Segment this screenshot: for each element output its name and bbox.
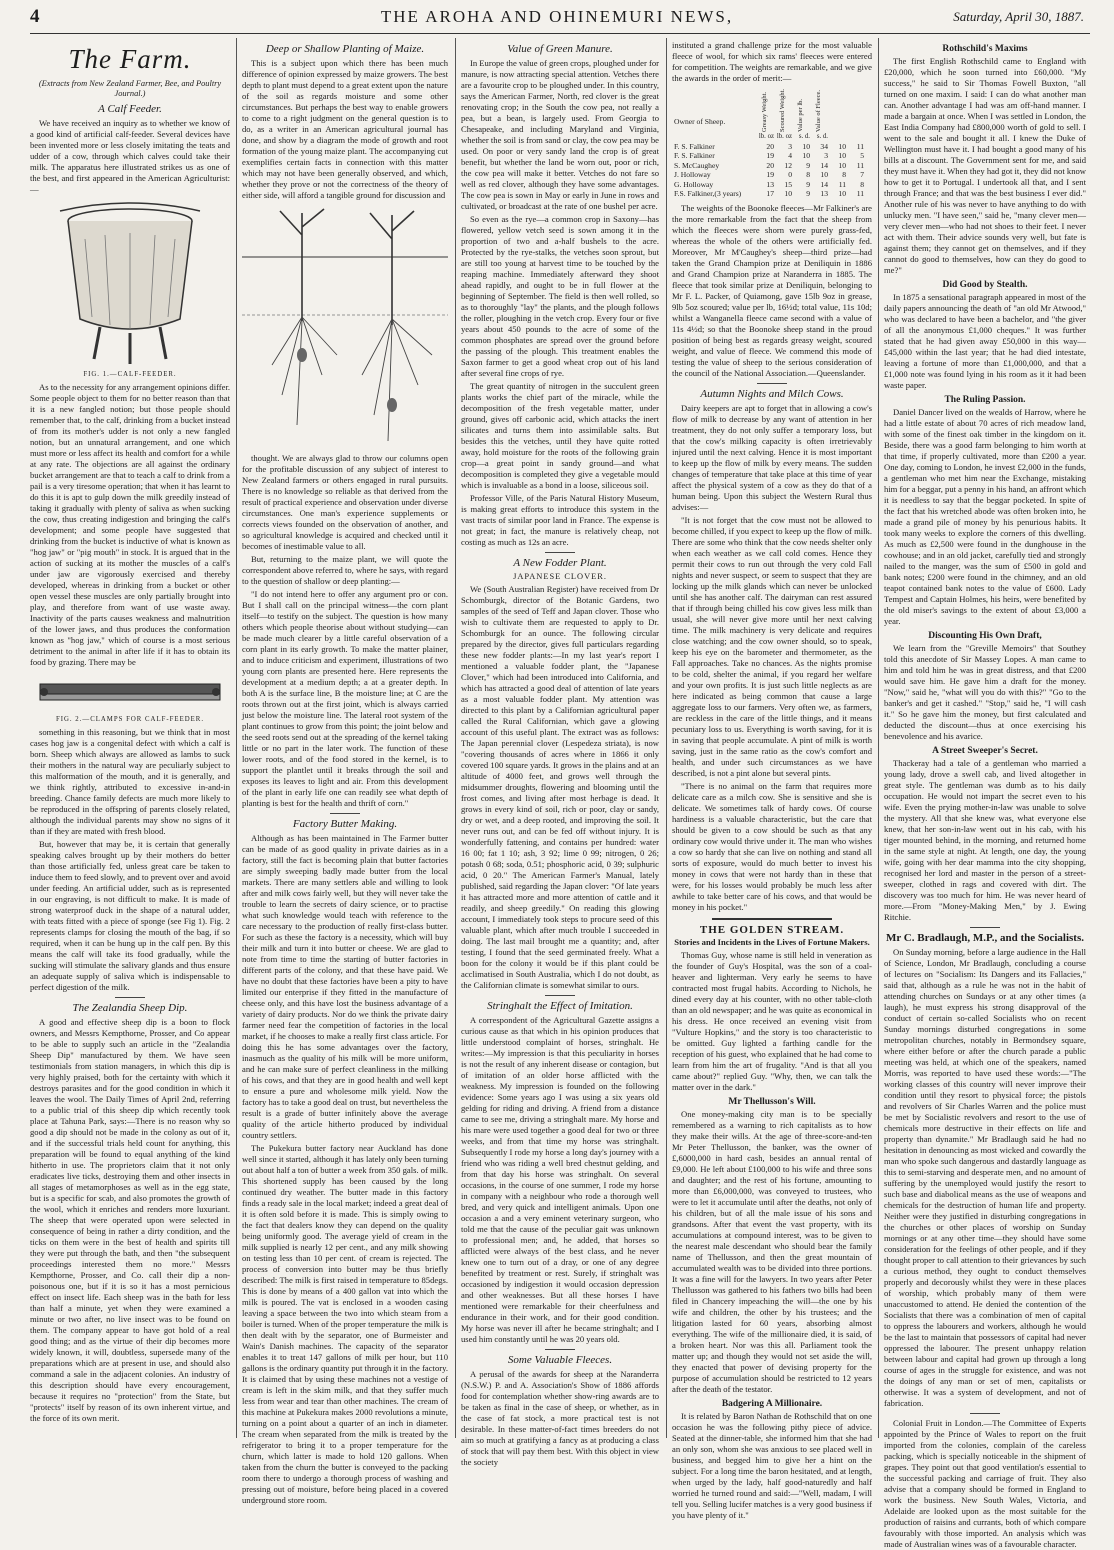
article-title-autumn-nights: Autumn Nights and Milch Cows. xyxy=(700,387,844,400)
table-cell: 0 xyxy=(788,170,792,179)
article-paragraph: We learn from the "Greville Memoirs" that Southey told this anecdote of Sir Massey Lopes. A man came to him and told him he was in great distress, and that £200 would save him. He gave him a draft for the money. "Now," said he, "what will you do with this?" "Go to the banker's and get it cashed." "Stop," said he, "I will cash it." So he gave him the money, but first calculated and deducted the discount—thus at once exercising his benevolence and his avarice. xyxy=(884,643,1086,741)
table-cell: 12 xyxy=(784,160,792,170)
table-cell: 8 xyxy=(860,179,864,189)
article-paragraph: But, returning to the maize plant, we will quote the correspondent above referred to, where he says, with regard to the question of shallow or deep planting:— xyxy=(242,554,448,586)
table-cell-owner: S. McCaughey xyxy=(674,160,720,170)
table-cell: 4 xyxy=(788,151,792,160)
maize-plants-drawing xyxy=(242,205,448,449)
table-cell: 10 xyxy=(838,160,846,170)
sub-heading-rothschild: Rothschild's Maxims xyxy=(942,44,1028,54)
divider xyxy=(115,997,145,998)
article-paragraph: Although as has been maintained in The Farmer butter can be made of as good quality in private dairies as in a factory, still the fact is becoming plain that butter factories are simply sweeping badly made butter from the local markets. There are many settlers able and willing to look after and milk cows fairly well, but they will never take the trouble to learn the secrets of dairy science, or to practise what such knowledge would teach with reference to the care necessary to the production of really first-class butter. For such as these the factory is a necessity, which will buy their milk and turn it into butter or cheese. We are glad to note from time to time the starting of butter factories in different parts of the colony, and that these have paid. We have no doubt that these factories have been a pity to have limited our enterprise if they fitted in the manufacture of cheese only, and this have lost the business advantage of a variety of dairy products. Nor do we think the private dairy farmer need fear the competition of factories in the local market, if he chooses to make a really first class article. For doing this he has some advantages over the factory, inasmuch as the quality of his milk will be more uniform, and he can make sure of perfect cleanliness in the milking of his cows, and that they are in good health and well kept to ensure a pure and wholesome milk yield. Now the factory has to take a good deal on trust, but nevertheless the result is a grade of butter infinitely above the average quality of the article hitherto produced by individual country settlers. xyxy=(242,833,448,1140)
table-cell: 13 xyxy=(766,179,774,189)
table-cell-owner: F. S. Falkiner xyxy=(674,141,715,151)
column-rule xyxy=(236,38,237,1438)
table-cell: 5 xyxy=(860,151,864,160)
divider xyxy=(757,383,787,384)
table-cell-owner: G. Holloway xyxy=(674,179,714,189)
article-paragraph: Thackeray had a tale of a gentleman who married a young lady, drove a swell cab, and lived altogether in great style. The gentleman was dumb as to his daily occupation. He would not impart the secret even to his wife. Even the prying mother-in-law was unable to solve the mystery. All that she knew was, what everyone else knew, that her son-in-law went out in his cab, with his tiger mounted behind, in the morning, and returned home in the same style at night. At length, one day, the young wife, going with her dear mamma into the city shopping, recognised her lord and master in the person of a street-sweeper, clothed in rags and covered with dirt. The discovery was too much for him. He was never heard of more.—From "Money-Making Men," by J. Ewing Ritchie. xyxy=(884,758,1086,922)
article-subtitle: JAPANESE CLOVER. xyxy=(513,572,607,581)
table-cell-owner: J. Holloway xyxy=(674,170,711,179)
article-paragraph: A good and effective sheep dip is a boon to flock owners, and Messrs Kempthorne, Prosser, and Co appear to be able to supply such an article in the "Zealandia Sheep Dip" manufactured by them. We have seen testimonials from station managers, in which this dip is very highly praised, both for the certainty with which it destroys parasites and for the good condition in which it leaves the wool. The Daily Times of April 2nd, referring to a public trial of this sheep dip which recently took place at Tahuna Park, says:—There is no reason why so good a dip should not be made in the colony as out of it, and if the successful trials held count for anything, this preparation will be found to equal anything of the kind hitherto in use. The proprietors claim that it not only eradicates live ticks, destroying them and other insects in all stages of metamorphoses as well as in the egg state, but is a specific for scab, and also promotes the growth of the wool, which it enriches and renders more luxuriant. The sheep that were operated upon were selected in consequence of being in rather a dirty condition, and the ticks on them were in the best of health and spirits till they were put through the bath, and then "the subsequent proceedings interested them no more." Messrs Kempthorne, Prosser, and Co. call their dip a non-poisonous one, but if it is so it has a most pernicious effect on insect life. Each sheep was in the bath for less than half a minute, yet when they were examined a minute or two after, no live insect was to be found on them. The company appear to have got hold of a real good thing; and as the virtue of their dip becomes more widely known, it will, doubtless, supersede many of the preparations which are at present in use, and should also command a sale in the adjacent colonies. An industry of this description should have every encouragement, because it requires no "protection" from the State, but "protects" itself by reason of its own inherent virtue, and the force of its own merit. xyxy=(30,1017,230,1423)
table-cell: 15 xyxy=(784,179,792,189)
maize-illustration xyxy=(242,205,448,449)
table-header-cell: Scoured Weight. xyxy=(779,88,786,132)
calf-feeder-illustration xyxy=(30,199,230,367)
article-title-zealandia: The Zealandia Sheep Dip. xyxy=(72,1002,188,1014)
figure-caption-2: FIG. 2.—CLAMPS FOR CALF-FEEDER. xyxy=(55,716,205,723)
article-title-factory-butter: Factory Butter Making. xyxy=(292,818,398,830)
column-4 xyxy=(672,40,872,1520)
article-paragraph: Professor Ville, of the Paris Natural History Museum, is making great efforts to introduce this system in the vast tracts of similar poor land in France. The expense is not great; in fact, the manure is relatively cheap, not costing as much as 12s an acre. xyxy=(461,493,659,547)
divider xyxy=(970,1413,1000,1414)
masthead-rule xyxy=(30,33,1090,34)
table-cell: 10 xyxy=(784,189,792,198)
column-2 xyxy=(242,40,448,1505)
fleece-awards-table xyxy=(674,88,870,199)
article-paragraph: "There is no animal on the farm that requires more delicate care as a milch cow. She is sensitive and she is delicate. We sometimes talk of hardy cows. Of course hardiness is a valuable characteristic, but the care that should be given to a cow should be such as that any ordinary cow would thrive under it. The man who wishes a cow so hardy that she can live on nothing and stand all sorts of exposure, would do much better to invest his money in cows that were not hardy than in these that were, for his losses would probably be much less after awhile to take better care of his cows, and that would be money in his pocket." xyxy=(672,780,872,912)
article-paragraph: As to the necessity for any arrangement opinions differ. Some people object to them for no better reason than that it is a new fangled notion; but those people should remember that, to the calf, drinking from a bucket instead of from its mother's udder is not only a new fangled notion, but an unnatural arrangement, and one which must more or less affect its health and comfort for a while at any rate. The objections are all against the ordinary bucket arrangement are that to teach a calf to drink from a pail is a very tiresome operation; that when it has learnt to do this it is apt to gulp down the milk greedily instead of taking it gradually with plenty of saliva as when sucking the cow, thus creating indigestion and bringing the calf's development; and some people have suggested that drinking from the bucket is inductive of what is known as "hog jaw" or "pig mouth" in stock. It is argued that in the action of sucking at its mother the muscles of a calf's under jaw are vigorously exercised and thereby developed, whereas in drinking from a bucket or other open vessel these muscles are only partially brought into play, and therefore from want of use waste away. Inactivity of the parts causes weakness and malnutrition of the lower jaws, and thus produces the conformation known as "hog jaw," which of course is a most serious detriment to the animal in after life if it has to obtain its food by grazing. There may be xyxy=(30,382,231,667)
table-unit: lb. oz xyxy=(776,133,792,140)
table-cell: 8 xyxy=(842,170,846,179)
table-cell: 11 xyxy=(856,189,864,198)
article-title-calf-feeder: A Calf Feeder. xyxy=(98,103,162,115)
table-cell: 8 xyxy=(806,170,810,179)
article-paragraph: But, however that may be, it is certain that generally speaking calves brought up by their mothers do better than those artificially fed, unless great care be taken to induce them to feed slowly, and to prevent over and avoid under feeding. An artificial udder, such as is represented in our engraving, is not difficult to make. It is made of strong waterproof duck in the shape of a natural udder, with teats fitted with a piece of sponge (see Fig 1). Fig. 2 represents clamps for closing the mouth of the bag, if so required, when it can be hung up in the calf pen. By this means the calf will take its food gradually, while the sucking will stimulate the salivary glands and thus ensure an adequate supply of saliva which is indispensable to perfect digestion of the milk. xyxy=(30,839,230,992)
table-cell: 10 xyxy=(838,141,846,151)
issue-date: Saturday, April 30, 1887. xyxy=(953,9,1084,24)
article-paragraph: It is related by Baron Nathan de Rothschild that on one occasion he was the following pithy piece of advice. Seated at the dinner-table, she informed him that she had an only son, whom she was anxious to see placed well in business, and begged him to give her a hint on the subject. For a long time the baron hesitated, and at length, when urged by the lady, half good-naturedly and half worried he turned round and said:—"Well, madam, I will tell you. Selling lucifer matches is a very good business if you have plenty of it." xyxy=(672,1410,872,1520)
section-heading-the-farm: The Farm. xyxy=(68,44,192,74)
divider xyxy=(712,918,832,920)
table-cell: 3 xyxy=(824,151,828,160)
article-paragraph: Dairy keepers are apt to forget that in allowing a cow's flow of milk to decrease by any want of attention in her treatment, they do not only suffer a temporary loss, but that the cow's milking capacity is often irretrievably injured until the next calving. Hence it is most important to keep up the flow of milk by every means. The sudden changes of temperature that take place at this time of year affect the physical system of a cow as they do that of a human being. Upon this subject the Western Rural thus advises:— xyxy=(672,402,872,512)
article-paragraph: We (South Australian Register) have received from Dr Schomburgk, director of the Botanic Gardens, two samples of the seed of Teff and Japan clover. Those who wish to cultivate them are requested to apply to Dr. Schomburgk for an ounce. The following circular prepared by the director, gives full particulars regarding these new fodder plants:—In my last year's report I mentioned a valuable fodder plant, the "Japanese Clover," which had been introduced into California, and which has attracted a good deal of attention of late years as a most valuable fodder plant. My attention was directed to this plant by a Californian agricultural paper called the Rural Californian, which gave a glowing account of this useful plant. The extract was as follows: The Japan perennial clover (Lespedeza striata), is now "covering thousands of acres where in 1866 it only covered 100 square yards. It grows in the plains and at an altitude of 4000 feet, and grows well through the midsummer droughts, flowering and blooming until the frost comes, and living after most herbage is dead. It grows in every kind of soil, rich or poor, clay or sandy, dry or wet, and a deep rooted, and improving the soil. It never runs out, and can be fed off without injury. It is wonderfully fattening, and contains per hundred: water 16 00; fat 1 10; ash, 3 92; lime 0 99; nitrogen, 0 26; potash 0 68; soda, 0.51; phosphoric acid, 0 39; sulphuric acid, 0 20." The American Farmer's Manual, lately published, said regarding the Japan clover: "Of late years it has attracted more and more attention of cattle and it readily, and sheep greedily." On reading this glowing account, I immediately took steps to procure seed of this valuable plant, which after much trouble I succeeded in doing. The last mail brought me a quantity; and, after testing, I found that the seed germinated freely. What a boon for the colony it would be if this plant could be acclimatised in South Australia, which I do not doubt, as the Californian climate is somewhat similar to ours. xyxy=(461,584,659,990)
table-cell: 9 xyxy=(806,179,810,189)
article-title-green-manure: Value of Green Manure. xyxy=(507,43,613,55)
table-cell: 10 xyxy=(802,151,810,160)
table-unit: s. d. xyxy=(816,133,828,140)
table-cell: 19 xyxy=(766,170,774,179)
page-number: 4 xyxy=(30,6,40,27)
table-cell: 14 xyxy=(820,160,828,170)
article-paragraph: In 1875 a sensational paragraph appeared in most of the daily papers announcing the death of "an old Mr Atwood," who was declared to have been a bachelor, and "the giver of all the anonymous £1,000 cheques." It was further stated that he had given away £50,000 in this way—£45,000 within the last year; that he had died intestate, leaving a fortune of more than £1,000,000, and that a £1,000 note was found lying in his room as it it had been waste paper. xyxy=(884,292,1086,390)
table-header-cell: Value per lb. xyxy=(797,98,804,132)
article-paragraph: The great quantity of nitrogen in the succulent green plants works the chief part of the miracle, while the decomposition of the fresh vegetable matter, under ground, gives off carbonic acid, which attacks the inert silicates and turns them into assimilable salts. But besides this the vetches, until they have quite rotted away, hold moisture for the roots of the following grain crop—a great point in sandy ground—and what decomposition is completed they give a vegetable mould which is invaluable as a bond in a loose, siliceous soil. xyxy=(461,381,659,490)
article-title-fleeces: Some Valuable Fleeces. xyxy=(507,1354,613,1366)
article-paragraph: Colonial Fruit in London.—The Committee of Experts appointed by the Prince of Wales to report on the fruit imported from the colonies, complain of the careless packing, which is specially noticeable in the shipment of grapes. They point out that good ventilation's essential to the successful packing and carriage of fruit. They also advise that a company should be formed in England to work the business. New South Wales, Victoria, and Adelaide are looked upon as the most suitable for the production of raisins and currants, both of which compare favourably with those imported. An analysis which was made of Australian wines was of a favourable character. xyxy=(884,1418,1086,1549)
article-paragraph: In Europe the value of green crops, ploughed under for manure, is now attracting special attention. Vetches there are a favourite crop to be ploughed under. In this country, says the American Farmer, North, red clover is the great renovating crop; in the South the cow pea, not really a pea, but a bean, is largely used. From Georgia to Chesapeake, and including Maryland and Virginia, whether the soil is from sand or clay, the cow pea may be used. On poor or very sandy land the crop is of great benefit, but whether the land be worn out, poor or rich, the cow pea will make it better. Vetches do not fare so well as red clover, although they have some advantages. The cow pea is sown in May or early in June in rows and cultivated, or broadcast at the rate of one bushel per acre. xyxy=(461,58,659,211)
clamps-illustration xyxy=(30,672,230,712)
article-paragraph: Daniel Dancer lived on the wealds of Harrow, where he had a little estate of about 70 acres of rich meadow land, with some of the finest oak timber in the kingdom on it. Beside, there was a good farm belonging to him worth at that time, if properly cultivated, more than £200 a year. One day, coming to London, he invest £2,000 in the funds, a gentleman who met him near the Exchange, mistaking him for a beggar, put a penny in his hand, an affront which it is needless to say that the beggar pocketed. In spite of the fact that his wretched abode was often broken into, he made a grand pile of money by his penurious habits. It took many weeks to explore the corners of this dwelling. As much as £2,500 were found in the dunghouse in the cowhouse; and in an old jacket, carefully tied and strongly nailed to the manger, was the sum of £500 in gold and bank notes; £200 were found in the chimney, and an old teapot contained bank notes to the value of £600. Lady Tempest and Captain Holmes, his heirs, were benefited by the old miser's savings to the extent of about £3,000 a year. xyxy=(884,407,1086,626)
table-unit: lb. oz xyxy=(758,133,774,140)
column-1 xyxy=(30,40,230,1436)
table-cell: 10 xyxy=(838,151,846,160)
article-paragraph: thought. We are always glad to throw our columns open for the profitable discussion of any subject of interest to New Zealand farmers or others engaged in rural pursuits. There is no knowledge so reliable as that derived from the result of practical experience and observation under diverse circumstances. One man's experience supplements or corrects views founded on the observation of another, and so agricultural knowledge is acquired and checked until it becomes of inestimable value to all. xyxy=(242,453,448,551)
masthead xyxy=(0,0,1114,36)
article-paragraph: On Sunday morning, before a large audience in the Hall of Science, London, Mr Bradlaugh, concluding a course of lectures on "Socialism: Its Dangers and its Fallacies," said that, although as a rule he was not in the habit of attending churches on Sundays or at any other times (a laugh), he must express his strong disapproval of the conduct of certain so-called Socialists who on recent Sunday mornings disturbed congregations in some metropolitan churches, notably in Bermondsey square, where either before or after the church parade a public meeting was held, at which one of the speakers, named Morris, was reported to have used these words:—"The working classes of this country will never improve their condition until they resort to physical force; the pistols and revolvers of Sir Charles Warren and the police must be met by Socialistic revolvers and resort to the use of chemicals more destructive in their effects on life and property than dynamite." Mr Bradlaugh said he had no hesitation in denouncing as most wicked and cowardly the man who spoke such dangerous and dastardly language as this to semi-starving and desperate men, and no amount of suffering by the unemployed would justify the resort to such base and diabolical means as the use of weapons and chemicals for the destruction of human life and property. Neither were they justified in disturbing congregations in the churches or other places of worship on Sunday mornings or at any other time—they should have some consideration for the feelings of other people, and if they thought proper to call attention to their grievances by such a curious method, they ought to conduct themselves properly and decorously whilst they were in these places of worship, which probably many of them were unaccustomed to attend. He denied the contention of the Socialists that there was a combination of men of capital to oppress the labourers and workers, although he would be the last to maintain that possessors of capital had never oppressed the labourer. The present unhappy relation between labour and capital had grown up through a long course of ages in the struggle for existence, and was not the doings of any man or set of men, capitalists or otherwise. It was a system of development, and not of fabrication. xyxy=(884,947,1086,1408)
section-subheading: Stories and Incidents in the Lives of Fortune Makers. xyxy=(674,936,870,947)
column-rule xyxy=(878,38,879,1438)
table-cell-owner: F. S. Falkiner xyxy=(674,151,715,160)
sub-heading-stealth: Did Good by Stealth. xyxy=(942,280,1028,290)
table-cell: 7 xyxy=(860,170,864,179)
table-header-cell: Value of Fleece. xyxy=(815,89,822,132)
table-cell: 11 xyxy=(856,141,864,151)
sub-heading-thellusson: Mr Thellusson's Will. xyxy=(728,1096,816,1107)
article-paragraph: The Pukekura butter factory near Auckland has done well since it started, although it has lately only been turning out about half a ton of butter a week from 350 gals. of milk. This shortened supply has been caused by the long continued dry weather. The butter made in this factory finds a ready sale in the local market; indeed a great deal of it is often sold before it is made. This is simply owing to the fact that dealers know they can depend on the quality being uniformly good. The average yield of cream in the milk supplied is nearly 12 per cent., and any milk showing on testing less than 10 per cent. of cream is rejected. The process of conversion into butter may be thus briefly described: The milk is first raised in temperature to 85degs. This is done by means of a 400 gallon vat into which the milk is poured. The vat is enclosed in a wooden casing leaving a space between the two into which steam from a boiler is turned. When of the proper temperature the milk is then dealt with by the separator, one of Burmeister and Wain's Danish machines. The capacity of the separator enables it to treat 147 gallons of milk per hour, but 110 gallons is the ordinary quantity put through it in the factory. It is claimed that by using these machines not a vestige of cream is left in the skim milk, and that they suffer much less from wear and tear than other machines. The cream of this machine at Pukekura makes 2000 revolutions a minute, turning on a point about a quarter of an inch in diameter. The cream when separated from the milk is treated by the refrigerator to bring it to a proper temperature for the churn, which latter is made to hold 120 gallons. When taken from the churn the butter is conveyed to the packing room there to undergo a thorough process of washing and pressing out of moisture, before being placed in a covered underground store room. xyxy=(242,1143,448,1505)
sub-heading-sweeper: A Street Sweeper's Secret. xyxy=(932,746,1038,756)
article-title-maize: Deep or Shallow Planting of Maize. xyxy=(265,43,425,55)
table-cell: 19 xyxy=(766,151,774,160)
table-cell: 10 xyxy=(838,189,846,198)
table-row xyxy=(674,189,870,199)
article-paragraph: something in this reasoning, but we think that in most cases hog jaw is a congenital defect with which a calf is born. Sheep which always are allowed as lambs to suck their mothers in the natural way are peculiarly subject to this malformation of the mouth, and it is generally, and we think rightly, attributed to excessive in-and-in breeding. Chance family defects are much more likely to be reproduced in the offspring of parents closely related, although the individual parents may show no signs of it than if they are mated with fresh blood. xyxy=(30,727,230,836)
calf-feeder-drawing xyxy=(30,199,230,367)
table-row xyxy=(674,142,870,152)
table-cell-owner: F.S. Falkiner,(3 years) xyxy=(674,189,742,198)
table-cell: 34 xyxy=(820,141,828,151)
table-cell: 17 xyxy=(766,189,774,198)
article-paragraph: "I do not intend here to offer any argument pro or con. But I shall call on the principal witness—the corn plant itself—to testify on the subject. The question is how many others which people theorise about without studying—can be made much clearer by a little careful observation of a corn plant in its early growth. To make the matter plainer, and to induce criticism and experiment, illustrations of two young corn plants are presented here. Here represents the development at a medium depth; a at a greater depth. In both A is the surface line, B the moisture line; at C are the roots thrown out at the first joint, which is always carried just below the moisture line. The lateral root system of the plant continues to grow from this point; the joint below and the seed roots send out at the spreading of the kernel taking little or no part in the later work. The function of these lower roots, and of the food stored in the kernel, is to support the plantlet until it breaks through the soil and exposes its leaves to light and air. From this development of the plant in early life one can readily see what depth of planting is best for the health and thrift of corn." xyxy=(242,589,448,808)
table-cell: 9 xyxy=(806,160,810,170)
source-note: (Extracts from New Zealand Farmer, Bee, and Poultry Journal.) xyxy=(38,79,222,98)
divider xyxy=(545,1349,575,1350)
column-rule xyxy=(666,38,667,1438)
article-paragraph: Thomas Guy, whose name is still held in veneration as the founder of Guy's Hospital, was the son of a coal-heaver and lighterman. Very early he seems to have contracted most frugal habits. According to Nichols, he dined every day at his counter, with no other table-cloth than an old newspaper; and he was quite as economical in his dress. He once received an evening visit from "Vulture Hopkins," and the story is too characteristic to be omitted. Guy lighted a farthing candle for the reception of his guest, who explained that he had come to learn from him the art of frugality. "And is that all you came about?" replied Guy. "Why, then, we can talk the matter over in the dark." xyxy=(672,949,872,1092)
table-cell: 10 xyxy=(802,141,810,151)
article-paragraph: The first English Rothschild came to England with £20,000, which he soon turned into £60,000. "My success," he said to Sir Thomas Fowell Buxton, "all turned on one maxim. I said: I can do what another man can. Another advantage I had was am off-hand manner. I made a bargain at once. When I was settled in London, the East India Company had £800,000 worth of gold to sell. I went to the sale and bought it all. I knew the Duke of Wellington must have it. I had bought a good many of his bills at a discount. The Government sent for me, and said they must have it. When they had got it, they did not know how to get it to Portugal. I undertook all that, and I sent through France; and that was the best business I ever did." Another rule of his was never to have anything to do with unlucky men. "I have seen," said he, "many clever men—very clever men—who had not shoes to their feet. I never act with them. Their advice sounds very well, but fate is against them; they cannot get on themselves, and if they cannot do good to themselves, how can they do good to me?" xyxy=(884,56,1086,275)
article-title-fodder-plant: A New Fodder Plant. xyxy=(513,557,607,569)
article-paragraph: "It is not forget that the cow must not be allowed to become chilled, if you expect to keep up the flow of milk. There are some who think that the cow needs shelter only when each weather as we call cold comes. Hence they permit their cows to run out through the very cold Fall nights and never suspect, or seem to suspect that they are locking up the milk glands which can never be unlocked until she has another calf. The dairyman can rest assured that if through being chilled his cow gives less milk than usual, she will never give more until her next calving time. The milk machinery is very delicate and requires close watching; and the cow owner should, so to speak, keep his eye on the barometer and thermometer, as the Fall approaches. Take no chances. As the nights promise to be cold, shelter the animal, if you regard her welfare and your own profits. It is just such little neglects as are here indicated as being common that cause a large aggregate loss to our farmers. Very often we, as farmers, are reckless in the care of the little things, and it means pecuniary loss to us. Everything is worth saving, for it is in saving that people accumulate. A pint of milk is worth saving, just in the same ratio as the cow's comfort and health, and under such circumstances as we have described, is not a pint alone but several pints. xyxy=(672,514,872,778)
table-header-owner: Owner of Sheep. xyxy=(674,116,726,126)
table-cell: 20 xyxy=(766,160,774,170)
article-paragraph: A correspondent of the Agricultural Gazette assigns a curious cause as that which in his opinion produces that little understood complaint of horses, stringhalt. He writes:—My impression is that this peculiarity in horses is not the result of any inherent disease or contagion, but of imitation of an older horse afflicted with the weakness. My impression is founded on the following evidence: Some years ago I was using a six years old gelding for riding and driving. A friend from a distance came to see me, driving a stringhalt mare. My horse and his mare were used together a good deal for two or three weeks, and from that time my horse was stringhalt. Subsequently I rode my horse a long day's journey with a friend who was riding a well bred chestnut gelding, and from that day his horse was stringhalt. On several occasions, in the course of one summer, I rode my horse in company with a neighbour who rode a thorough well bred, and very quick and intelligent animals. Upon one occasion a and a very eminent veterinary surgeon, who told me that the cause of the peculiar gait was unknown to professional men; and, he added, that horses so afflicted were always of the best class, and he never knew one to turn out of a dray, or one of any degree benefited by treatment or rest. Surely, if stringhalt was occasioned by indigestion it would occasion depression and other weaknesses. But all these horses I have mentioned were remarkable for their cheerfulness and endurance in their work, and for their good condition. My horse was never ill after he became stringhalt; and I used him constantly until he was 20 years old. xyxy=(461,1015,659,1344)
table-row xyxy=(674,170,870,180)
article-paragraph: One money-making city man is to be specially remembered as a warning to rich capitalists as to how they make their wills. At the age of three-score-and-ten Mr Peter Thellusson, the banker, was the owner of £,6000,000 in hard cash, besides an annual rental of £9,000. He left about £100,000 to his wife and three sons and daughter; and the rest of his fortune, amounting to more than £6,000,000, was conveyed to trustees, who were to let it accumulate until after the deaths, not only of his children, but of all the male issue of his sons and grandsons. After that event the vast property, with its accumulations at compound interest, was to be given to the nearest male descendant who should bear the family name of Thellusson, and then the great mountain of accumulated wealth was to be divided into three portions. It was a fine will for the lawyers. In two years after Peter Thellusson was gathered to his fathers two bills had been filed in Chancery impeaching the will—the one by his wife and children, the other by his trustees; and the litigation lasted for 60 years, absorbing almost everything. The wife of the millionaire died, it is said, of a broken heart. Nor was this all. Parliament took the matter up; and though they would not set aside the will, they enacted that power of devising property for the purpose of accumulation should be restricted to 12 years after the death of the testator. xyxy=(672,1108,872,1394)
table-cell: 14 xyxy=(820,179,828,189)
table-cell: 20 xyxy=(766,141,774,151)
article-title-stringhalt: Stringhalt the Effect of Imitation. xyxy=(487,1000,633,1012)
table-cell: 11 xyxy=(856,160,864,170)
divider xyxy=(545,552,575,553)
table-header xyxy=(674,88,870,132)
clamps-drawing xyxy=(30,672,230,712)
table-header-cell: Greasy Weight. xyxy=(761,91,768,132)
table-cell: 9 xyxy=(806,189,810,198)
table-cell: 10 xyxy=(820,170,828,179)
table-row xyxy=(674,161,870,171)
table-row xyxy=(674,151,870,161)
article-paragraph: A perusal of the awards for sheep at the Naranderra (N.S.W.) P. and A. Association's Show of 1886 affords food for contemplation whether show-ring awards are to be taken as final in the case of sheep, or whether, as in the case of fat stock, a more practical test is not desirable. In these matter-of-fact times breeders do not aim so much at gratifying a fancy as at producing a class of stock that will pay them best. With this object in view the society xyxy=(461,1369,659,1467)
article-paragraph: We have received an inquiry as to whether we know of a good kind of artificial calf-feeder. Several devices have been invented more or less closely imitating the teats and udder of a cow, through which calves could take their milk. The apparatus here illustrated strikes us as one of the best, and first appeared in the American Agriculturist:— xyxy=(30,118,230,194)
divider xyxy=(970,927,1000,928)
table-units-row xyxy=(674,132,870,142)
column-5 xyxy=(884,40,1086,1549)
table-unit: s. d. xyxy=(798,133,810,140)
sub-heading-discount: Discounting His Own Draft, xyxy=(928,631,1042,641)
sub-heading-ruling-passion: The Ruling Passion. xyxy=(944,395,1026,405)
table-cell: 3 xyxy=(788,141,792,151)
section-heading-golden-stream: THE GOLDEN STREAM. xyxy=(699,923,845,936)
column-3 xyxy=(461,40,659,1467)
article-paragraph: This is a subject upon which there has been much difference of opinion expressed by maize growers. The best depth to plant must depend to a great extent upon the nature of the soil as regards moisture and some other circumstances. But perhaps the best way to enable growers to come to a right judgment on the general question is to do, as a writer in an American agricultural journal has done, and show by a diagram the mode of growth and root formation of the young maize plant. The accompanying cut exemplifies certain facts in connection with this matter which may not have been generally observed, and which, whether they prove or not the correctness of the theory of either side, will afford a tangible ground for discussion and xyxy=(242,58,448,200)
table-cell: 13 xyxy=(820,189,828,198)
column-rule xyxy=(455,38,456,1438)
article-paragraph: instituted a grand challenge prize for the most valuable fleece of wool, for which six rams' fleeces were entered for competition. The weights are remarkable, and we give the awards in the order of merit:— xyxy=(672,40,872,83)
article-paragraph: So even as the rye—a common crop in Saxony—has flowered, yellow vetch seed is sown among it in the proportion of two and a-half bushels to the acre. Protected by the rye-stalks, the vetches soon sprout, but are still too young at harvest time to be touched by the reaping machine. Immediately afterward they shoot ahead rapidly, and ought to be in full flower at the beginning of September. The field is then well rolled, so as to thoroughly "lay" the plants, and the plough follows the roller, ploughing in the vetch crop. Every four or five years about 450 pounds to the acre of some of the common phosphates are spread over the ground before the passing of the plough. This treatment enables the Saxon farmer to get a good wheat crop out of his land after several fine crops of rye. xyxy=(461,214,659,378)
newspaper-title: THE AROHA AND OHINEMURI NEWS, xyxy=(380,7,734,26)
divider xyxy=(330,813,360,814)
table-cell: 11 xyxy=(838,179,846,189)
divider xyxy=(545,995,575,996)
table-body xyxy=(674,142,870,199)
figure-caption-1: FIG. 1.—CALF-FEEDER. xyxy=(83,371,177,378)
article-paragraph: The weights of the Boonoke fleeces—Mr Falkiner's are the more remarkable from the fact that the sheep from which the fleeces were shorn were purely grass-fed, whereas the whole of the others were artificially fed. Moreover, Mr M'Caughey's sheep—third prize—had taken the Grand Champion prize at Deniliquin in 1886 and Grand Champion prize at Naranderra in 1885. The fleece that took similar prize at Deniliquin, belonging to Mr F. L. Packer, of Quiamong, gave 15lb 9oz in grease, 9lb 5oz scoured; value per lb, 16½d; total value, 11s 10d; whilst a Wanganella fleece came second with a value of 11s 4½d; so that the Boonoke sheep stand in the proud position of being best as regards greasy weight, scoured weight, and value of fleece. We commend this mode of testing the value of sheep to the serious consideration of the council of the National Association.—Queenslander. xyxy=(672,202,872,378)
table-row xyxy=(674,180,870,190)
article-title-bradlaugh: Mr C. Bradlaugh, M.P., and the Socialists. xyxy=(885,932,1085,944)
sub-heading-badgering: Badgering A Millionaire. xyxy=(721,1398,823,1409)
